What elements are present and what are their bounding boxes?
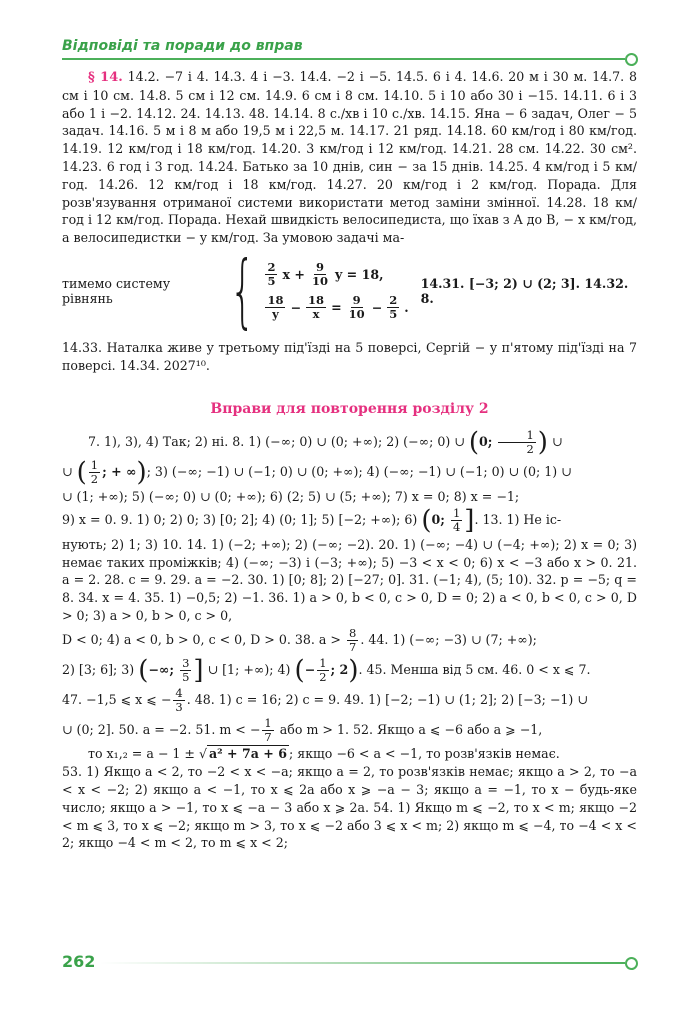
- paren: (: [468, 427, 479, 458]
- equation-term: x +: [282, 266, 305, 282]
- denominator: 2: [90, 472, 99, 487]
- footer-rule: [100, 962, 625, 964]
- footer-rule-dot: [625, 957, 638, 970]
- denominator: 5: [389, 306, 398, 321]
- denominator: 2: [526, 441, 534, 456]
- answer-text: 7. 1), 3), 4) Так; 2) ні. 8. 1) (−∞; 0) ∪ (0; +∞); 2) (−∞; 0) ∪: [88, 433, 465, 449]
- review-paragraph-3: нують; 2) 1; 3) 10. 14. 1) (−2; +∞); 2) (−∞; −2). 20. 1) (−∞; −4) ∪ (−4; +∞); 2) x = 0; 3) немає таких проміжків; 4) (−∞; −3) і (−3; +∞); 5) −3 < x < 0; 6) x < −3 або x > 0. 21. a = 2. 28. c = 9. 29. a = −2. 30. 1) [0; 8]; 2) [−27; 0]. 31. (−1; 4), (5; 10). 32. p = −5; q = 8. 34. x = 4. 35. 1) −0,5; 2) −1. 36. 1) a > 0, b < 0, c > 0, D = 0; 2) a < 0, b < 0, c > 0, D > 0; 3) a > 0, b > 0, c > 0,: [62, 536, 637, 624]
- header-rule-dot: [625, 53, 638, 66]
- numerator: 9: [315, 259, 324, 274]
- review-paragraph-4: 53. 1) Якщо a < 2, то −2 < x < −a; якщо a = 2, то розв'язків немає; якщо a > 2, то −a < x < −2; 2) якщо a < −1, то x ⩽ 2a або x ⩾ −a − 3; якщо a = −1, то x − будь-яке число; якщо a > −1, то x ⩽ −a − 3 або x ⩾ 2a. 54. 1) Якщо m ⩽ −2, то x < m; якщо −2 < m ⩽ 3, то x ⩽ −2; якщо m > 3, то x ⩽ −2 або 3 ⩽ x < m; 2) якщо m ⩽ −4, то −4 < x < 2; якщо −4 < m < 2, то m ⩽ x < 2;: [62, 764, 637, 851]
- review-line-3: ∪ (1; +∞); 5) (−∞; 0) ∪ (0; +∞); 6) (2; 5) ∪ (5; +∞); 7) x = 0; 8) x = −1;: [62, 488, 520, 504]
- numerator: 9: [352, 292, 361, 307]
- answer-text: ∪ (0; 2]. 50. a = −2. 51. m < −: [62, 722, 261, 738]
- page-content: [62, 68, 637, 852]
- numerator: 2: [267, 259, 276, 274]
- review-line-8: [62, 715, 637, 745]
- answer-text: 47. −1,5 ⩽ x ⩽ −: [62, 692, 172, 708]
- section-14-answers-end: 14.33. Наталка живе у третьому під'їзді на 5 поверсі, Сергій − у п'ятому під'їзді на 7 поверсі. 14.34. 2027¹⁰.: [62, 339, 637, 373]
- fraction: [451, 507, 462, 534]
- numerator: 18: [267, 292, 284, 307]
- answer-text: 2) [3; 6]; 3): [62, 661, 135, 677]
- denominator: y: [272, 306, 279, 321]
- answer-text: . 13. 1) Не іс-: [474, 512, 562, 528]
- fraction: [262, 717, 273, 744]
- operator: =: [331, 299, 342, 315]
- answer-text: ∪: [551, 433, 563, 449]
- paren: (: [76, 457, 87, 488]
- denominator: 5: [182, 669, 190, 684]
- fraction: [498, 429, 535, 456]
- equation-term: y = 18,: [334, 266, 384, 282]
- denominator: 5: [267, 273, 276, 288]
- paren: (: [138, 655, 149, 686]
- denominator: x: [312, 306, 320, 321]
- denominator: 4: [452, 520, 461, 535]
- equation-2: [263, 294, 408, 321]
- answer-text: 9) x = 0. 9. 1) 0; 2) 0; 3) [0; 2]; 4) (0; 1]; 5) [−2; +∞); 6): [62, 512, 418, 528]
- operator: .: [404, 299, 409, 315]
- system-brace: {: [229, 243, 255, 337]
- numerator: 1: [264, 716, 272, 731]
- square-root-radicand: a² + 7a + 6: [208, 746, 287, 762]
- denominator: 10: [348, 306, 365, 321]
- page-number: 262: [62, 952, 96, 971]
- numerator: 1: [452, 506, 461, 521]
- header-rule: [62, 58, 625, 60]
- paren: ): [348, 655, 359, 686]
- answer-text: −∞;: [148, 661, 175, 677]
- header-title: Відповіді та поради до вправ: [62, 38, 303, 54]
- equation-1: [263, 261, 408, 288]
- paren: ]: [464, 505, 475, 536]
- numerator: 2: [389, 292, 398, 307]
- answer-text: . 45. Менша від 5 см. 46. 0 < x ⩽ 7.: [358, 661, 591, 677]
- fraction: [317, 657, 328, 684]
- answer-text: ; якщо −6 < a < −1, то розв'язків немає.: [289, 746, 560, 762]
- fraction: [347, 627, 358, 654]
- answer-text: D < 0; 4) a < 0, b > 0, c < 0, D > 0. 38. a >: [62, 631, 341, 647]
- numerator: 8: [349, 625, 357, 640]
- answer-text: або m > 1. 52. Якщо a ⩽ −6 або a ⩾ −1,: [279, 722, 543, 738]
- paren: (: [421, 505, 432, 536]
- fraction: [306, 294, 326, 321]
- numerator: 3: [182, 655, 190, 670]
- denominator: 10: [311, 273, 328, 288]
- operator: −: [371, 299, 383, 315]
- answer-text: ; + ∞: [102, 464, 137, 480]
- denominator: 3: [175, 700, 183, 715]
- paren: ): [136, 457, 147, 488]
- fraction: [89, 459, 100, 486]
- review-line-2: [62, 457, 637, 488]
- operator: −: [290, 299, 302, 315]
- review-line-7: [62, 685, 637, 715]
- answer-text: ; 2: [330, 661, 349, 677]
- numerator: 1: [498, 429, 535, 443]
- answer-text: ; 3) (−∞; −1) ∪ (−1; 0) ∪ (0; +∞); 4) (−∞; −1) ∪ (−1; 0) ∪ (0; 1) ∪: [146, 464, 572, 480]
- fraction: [173, 687, 184, 714]
- numerator: 4: [175, 686, 183, 701]
- answer-text: . 48. 1) c = 16; 2) c = 9. 49. 1) [−2; −1) ∪ (1; 2]; 2) [−3; −1) ∪: [186, 692, 588, 708]
- review-line-4: [62, 505, 637, 536]
- review-line-9: [62, 745, 637, 763]
- equation-system: [263, 261, 408, 321]
- fraction: [180, 657, 191, 684]
- numerator: 1: [90, 458, 99, 473]
- section-14-text: 14.2. −7 і 4. 14.3. 4 і −3. 14.4. −2 і −5. 14.5. 6 і 4. 14.6. 20 м і 30 м. 14.7. 8 см і 10 см. 14.8. 5 см і 12 см. 14.9. 6 см і 8 см. 14.10. 5 і 10 або 30 і −15. 14.11. 6 і 3 або 1 і −2. 14.12. 24. 14.13. 48. 14.14. 8 с./хв і 10 с./хв. 14.15. Яна − 6 задач, Олег − 5 задач. 14.16. 5 м і 8 м або 19,5 м і 22,5 м. 14.17. 21 ряд. 14.18. 60 км/год і 80 км/год. 14.19. 12 км/год і 18 км/год. 14.20. 3 км/год і 12 км/год. 14.21. 28 см. 14.22. 30 см². 14.23. 6 год і 3 год. 14.24. Батько за 10 днів, син − за 15 днів. 14.25. 4 км/год і 5 км/год. 14.26. 12 км/год і 18 км/год. 14.27. 20 км/год і 2 км/год. Порада. Для розв'язування отриманої системи використати метод заміни змінної. 14.28. 18 км/год і 12 км/год. Порада. Нехай швидкість велосипедиста, що їхав з A до B, − x км/год, а велосипедистки − y км/год. За умовою задачі ма-: [62, 69, 637, 246]
- review-line-1: [62, 427, 637, 458]
- review-section-title: Вправи для повторення розділу 2: [210, 400, 489, 417]
- review-line-5: [62, 625, 637, 655]
- denominator: 7: [264, 730, 272, 745]
- fraction: [310, 261, 330, 288]
- review-line-6: [62, 655, 637, 686]
- fraction: [265, 261, 277, 288]
- denominator: 2: [319, 669, 327, 684]
- answer-text: 0;: [479, 433, 493, 449]
- paren: (: [294, 655, 305, 686]
- system-lead-text: тимемо систему рівнянь: [62, 275, 171, 306]
- equation-system-row: [62, 243, 637, 337]
- paren: ]: [193, 655, 204, 686]
- answer-text: . 44. 1) (−∞; −3) ∪ (7; +∞);: [360, 631, 537, 647]
- fraction: [347, 294, 367, 321]
- paren: ): [537, 427, 548, 458]
- numerator: 1: [319, 655, 327, 670]
- answer-text: 0;: [431, 512, 445, 528]
- section-label: § 14.: [88, 70, 123, 85]
- fraction: [265, 294, 285, 321]
- numerator: 18: [308, 292, 325, 307]
- denominator: 7: [349, 639, 357, 654]
- answer-text: ∪ [1; +∞); 4): [207, 661, 291, 677]
- fraction: [387, 294, 399, 321]
- answer-text: −: [304, 661, 316, 677]
- section-14-answers: [62, 68, 637, 247]
- answer-text: ∪: [62, 464, 73, 480]
- system-tail-text: 14.31. [−3; 2) ∪ (2; 3]. 14.32. 8.: [420, 275, 629, 306]
- answer-text: то x₁,₂ = a − 1 ± √: [88, 746, 207, 762]
